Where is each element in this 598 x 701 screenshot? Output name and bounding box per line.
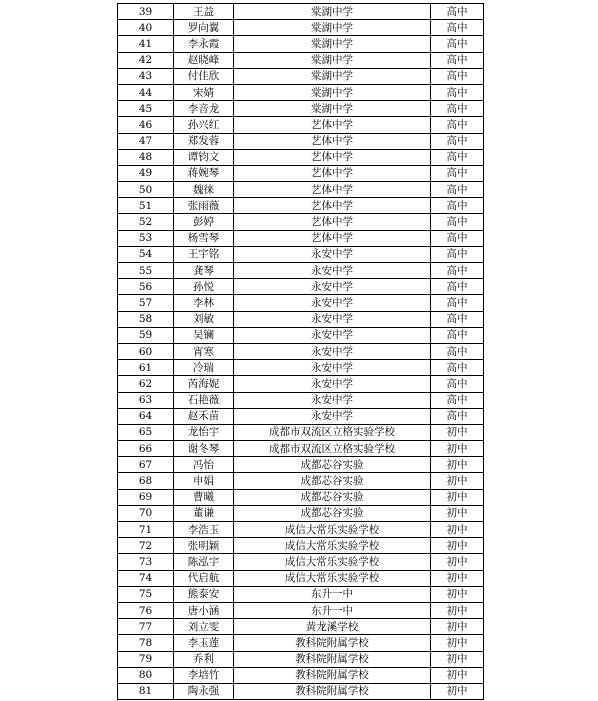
cell-number: 48: [118, 149, 174, 165]
cell-level: 高中: [431, 68, 484, 84]
cell-number: 39: [118, 4, 174, 20]
cell-number: 67: [118, 457, 174, 473]
table-row: [118, 101, 484, 117]
cell-level: 高中: [431, 214, 484, 230]
table-row: [118, 651, 484, 667]
table-row: [118, 554, 484, 570]
cell-school: 永安中学: [234, 246, 431, 262]
cell-school: 永安中学: [234, 343, 431, 359]
cell-name: 李林: [174, 295, 234, 311]
table-row: [118, 36, 484, 52]
cell-level: 初中: [431, 505, 484, 521]
table-row: [118, 360, 484, 376]
cell-name: 曹曦: [174, 489, 234, 505]
cell-number: 40: [118, 20, 174, 36]
cell-level: 高中: [431, 198, 484, 214]
cell-level: 高中: [431, 230, 484, 246]
cell-number: 60: [118, 343, 174, 359]
table-row: [118, 619, 484, 635]
cell-school: 成都芯谷实验: [234, 489, 431, 505]
cell-number: 57: [118, 295, 174, 311]
cell-name: 彭婷: [174, 214, 234, 230]
table-row: [118, 4, 484, 20]
cell-name: 蒋婉琴: [174, 165, 234, 181]
table-row: [118, 52, 484, 68]
cell-level: 高中: [431, 360, 484, 376]
cell-number: 71: [118, 522, 174, 538]
cell-level: 初中: [431, 667, 484, 683]
cell-name: 唐小涵: [174, 602, 234, 618]
cell-number: 80: [118, 667, 174, 683]
cell-school: 永安中学: [234, 279, 431, 295]
cell-level: 高中: [431, 263, 484, 279]
cell-school: 棠湖中学: [234, 20, 431, 36]
cell-name: 孙兴红: [174, 117, 234, 133]
table-row: [118, 327, 484, 343]
cell-name: 赵晓峰: [174, 52, 234, 68]
table-row: [118, 635, 484, 651]
table-row: [118, 473, 484, 489]
cell-level: 初中: [431, 424, 484, 440]
cell-level: 高中: [431, 149, 484, 165]
table-row: [118, 230, 484, 246]
cell-number: 75: [118, 586, 174, 602]
cell-name: 罗向翼: [174, 20, 234, 36]
cell-name: 宋婧: [174, 84, 234, 100]
cell-number: 74: [118, 570, 174, 586]
cell-level: 高中: [431, 36, 484, 52]
cell-name: 谢冬琴: [174, 441, 234, 457]
cell-school: 教科院附属学校: [234, 651, 431, 667]
cell-name: 芮海妮: [174, 376, 234, 392]
cell-name: 杨雪琴: [174, 230, 234, 246]
cell-school: 棠湖中学: [234, 4, 431, 20]
cell-name: 董谦: [174, 505, 234, 521]
cell-school: 艺体中学: [234, 133, 431, 149]
table-row: [118, 165, 484, 181]
cell-number: 61: [118, 360, 174, 376]
table-row: [118, 392, 484, 408]
cell-name: 赵禾苗: [174, 408, 234, 424]
cell-number: 51: [118, 198, 174, 214]
cell-number: 42: [118, 52, 174, 68]
cell-name: 谭钧文: [174, 149, 234, 165]
cell-number: 50: [118, 182, 174, 198]
cell-level: 高中: [431, 52, 484, 68]
cell-name: 冷瑞: [174, 360, 234, 376]
cell-school: 成信大常乐实验学校: [234, 570, 431, 586]
cell-number: 45: [118, 101, 174, 117]
table-row: [118, 214, 484, 230]
cell-number: 69: [118, 489, 174, 505]
cell-level: 初中: [431, 635, 484, 651]
cell-name: 石艳薇: [174, 392, 234, 408]
cell-number: 55: [118, 263, 174, 279]
cell-school: 永安中学: [234, 327, 431, 343]
table-row: [118, 198, 484, 214]
cell-level: 高中: [431, 165, 484, 181]
cell-school: 东升一中: [234, 602, 431, 618]
cell-name: 付佳欣: [174, 68, 234, 84]
cell-number: 72: [118, 538, 174, 554]
cell-name: 龚琴: [174, 263, 234, 279]
cell-number: 56: [118, 279, 174, 295]
cell-level: 初中: [431, 457, 484, 473]
cell-level: 高中: [431, 295, 484, 311]
table-row: [118, 602, 484, 618]
table-row: [118, 376, 484, 392]
cell-level: 初中: [431, 489, 484, 505]
table-row: [118, 84, 484, 100]
cell-school: 黄龙溪学校: [234, 619, 431, 635]
cell-name: 宵寒: [174, 343, 234, 359]
cell-level: 高中: [431, 4, 484, 20]
cell-name: 代启航: [174, 570, 234, 586]
cell-number: 78: [118, 635, 174, 651]
cell-school: 成都市双流区立格实验学校: [234, 424, 431, 440]
cell-name: 熊泰安: [174, 586, 234, 602]
table-row: [118, 117, 484, 133]
cell-level: 初中: [431, 586, 484, 602]
table-row: [118, 522, 484, 538]
table-row: [118, 311, 484, 327]
cell-school: 永安中学: [234, 392, 431, 408]
cell-name: 王益: [174, 4, 234, 20]
cell-level: 初中: [431, 473, 484, 489]
table-row: [118, 457, 484, 473]
table-row: [118, 343, 484, 359]
cell-school: 成都芯谷实验: [234, 457, 431, 473]
cell-number: 66: [118, 441, 174, 457]
cell-level: 高中: [431, 20, 484, 36]
cell-school: 永安中学: [234, 295, 431, 311]
cell-level: 初中: [431, 683, 484, 699]
cell-level: 高中: [431, 246, 484, 262]
cell-school: 艺体中学: [234, 149, 431, 165]
roster-table-body: [118, 4, 484, 700]
cell-number: 49: [118, 165, 174, 181]
cell-number: 58: [118, 311, 174, 327]
cell-name: 李音龙: [174, 101, 234, 117]
cell-number: 54: [118, 246, 174, 262]
cell-number: 63: [118, 392, 174, 408]
cell-school: 永安中学: [234, 376, 431, 392]
cell-name: 陶永强: [174, 683, 234, 699]
cell-level: 高中: [431, 408, 484, 424]
cell-number: 64: [118, 408, 174, 424]
cell-school: 艺体中学: [234, 214, 431, 230]
table-row: [118, 246, 484, 262]
cell-name: 李永霞: [174, 36, 234, 52]
cell-name: 申娟: [174, 473, 234, 489]
cell-level: 高中: [431, 133, 484, 149]
table-row: [118, 408, 484, 424]
table-row: [118, 505, 484, 521]
cell-name: 吴镧: [174, 327, 234, 343]
cell-school: 永安中学: [234, 408, 431, 424]
cell-level: 高中: [431, 84, 484, 100]
cell-school: 棠湖中学: [234, 84, 431, 100]
cell-school: 成都市双流区立格实验学校: [234, 441, 431, 457]
cell-name: 郑发蓉: [174, 133, 234, 149]
cell-school: 艺体中学: [234, 182, 431, 198]
cell-name: 刘立雯: [174, 619, 234, 635]
cell-number: 73: [118, 554, 174, 570]
cell-number: 44: [118, 84, 174, 100]
cell-number: 81: [118, 683, 174, 699]
cell-name: 刘敏: [174, 311, 234, 327]
cell-level: 初中: [431, 570, 484, 586]
cell-school: 成信大常乐实验学校: [234, 522, 431, 538]
cell-school: 成信大常乐实验学校: [234, 538, 431, 554]
table-row: [118, 182, 484, 198]
cell-name: 孙悦: [174, 279, 234, 295]
table-row: [118, 441, 484, 457]
cell-school: 东升一中: [234, 586, 431, 602]
cell-school: 教科院附属学校: [234, 667, 431, 683]
cell-school: 艺体中学: [234, 117, 431, 133]
table-row: [118, 263, 484, 279]
cell-level: 初中: [431, 554, 484, 570]
cell-level: 初中: [431, 619, 484, 635]
table-row: [118, 149, 484, 165]
cell-name: 王宇铭: [174, 246, 234, 262]
cell-name: 李浩玉: [174, 522, 234, 538]
cell-level: 高中: [431, 101, 484, 117]
cell-level: 初中: [431, 651, 484, 667]
cell-school: 艺体中学: [234, 165, 431, 181]
table-row: [118, 68, 484, 84]
cell-school: 永安中学: [234, 263, 431, 279]
roster-table: [117, 3, 484, 700]
cell-number: 46: [118, 117, 174, 133]
cell-name: 李玉莲: [174, 635, 234, 651]
cell-name: 张明颖: [174, 538, 234, 554]
cell-school: 棠湖中学: [234, 68, 431, 84]
cell-number: 43: [118, 68, 174, 84]
cell-name: 乔利: [174, 651, 234, 667]
cell-level: 初中: [431, 538, 484, 554]
cell-school: 教科院附属学校: [234, 683, 431, 699]
cell-level: 高中: [431, 279, 484, 295]
cell-school: 成都芯谷实验: [234, 473, 431, 489]
cell-level: 高中: [431, 182, 484, 198]
cell-name: 冯怡: [174, 457, 234, 473]
table-row: [118, 586, 484, 602]
table-row: [118, 538, 484, 554]
cell-level: 初中: [431, 602, 484, 618]
cell-number: 68: [118, 473, 174, 489]
cell-name: 张雨薇: [174, 198, 234, 214]
cell-school: 艺体中学: [234, 198, 431, 214]
cell-school: 永安中学: [234, 360, 431, 376]
table-row: [118, 489, 484, 505]
cell-name: 陈泓宇: [174, 554, 234, 570]
cell-number: 59: [118, 327, 174, 343]
cell-number: 53: [118, 230, 174, 246]
cell-name: 魏徕: [174, 182, 234, 198]
table-row: [118, 133, 484, 149]
cell-level: 高中: [431, 343, 484, 359]
cell-level: 初中: [431, 441, 484, 457]
cell-level: 高中: [431, 117, 484, 133]
cell-number: 70: [118, 505, 174, 521]
cell-level: 高中: [431, 311, 484, 327]
cell-school: 棠湖中学: [234, 101, 431, 117]
cell-number: 52: [118, 214, 174, 230]
cell-name: 龙怡宇: [174, 424, 234, 440]
table-row: [118, 279, 484, 295]
cell-number: 79: [118, 651, 174, 667]
table-row: [118, 424, 484, 440]
cell-number: 62: [118, 376, 174, 392]
cell-name: 李培竹: [174, 667, 234, 683]
cell-school: 成信大常乐实验学校: [234, 554, 431, 570]
cell-school: 成都芯谷实验: [234, 505, 431, 521]
cell-number: 76: [118, 602, 174, 618]
cell-level: 高中: [431, 376, 484, 392]
cell-number: 77: [118, 619, 174, 635]
table-row: [118, 570, 484, 586]
cell-number: 41: [118, 36, 174, 52]
cell-school: 棠湖中学: [234, 36, 431, 52]
table-row: [118, 20, 484, 36]
cell-school: 永安中学: [234, 311, 431, 327]
cell-level: 高中: [431, 327, 484, 343]
cell-level: 初中: [431, 522, 484, 538]
cell-number: 47: [118, 133, 174, 149]
cell-school: 棠湖中学: [234, 52, 431, 68]
cell-level: 高中: [431, 392, 484, 408]
table-row: [118, 667, 484, 683]
cell-school: 艺体中学: [234, 230, 431, 246]
table-row: [118, 683, 484, 699]
table-row: [118, 295, 484, 311]
cell-number: 65: [118, 424, 174, 440]
cell-school: 教科院附属学校: [234, 635, 431, 651]
